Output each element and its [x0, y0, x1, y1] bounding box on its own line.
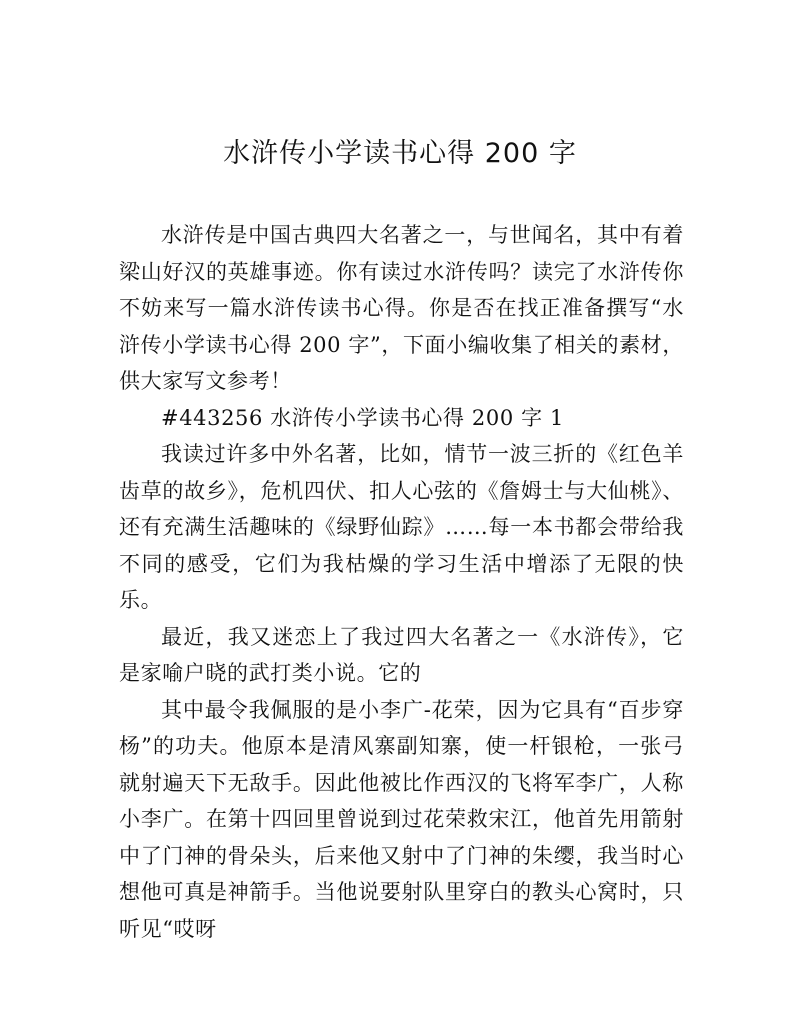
- section-heading: #443256 水浒传小学读书心得 200 字 1: [161, 405, 564, 430]
- document-title: 水浒传小学读书心得 200 字: [223, 138, 577, 169]
- intro-paragraph: 水浒传是中国古典四大名著之一，与世闻名，其中有着梁山好汉的英雄事迹。你有读过水浒传吗？读完了水浒传你不妨来写一篇水浒传读书心得。你是否在找正准备撰写“水浒传小学读书心得 200 字”，下面小编收集了相关的素材，供大家写文参考！: [119, 223, 684, 393]
- body-paragraph-1: 我读过许多中外名著，比如，情节一波三折的《红色羊齿草的故乡》，危机四伏、扣人心弦的《詹姆士与大仙桃》、还有充满生活趣味的《绿野仙踪》……每一本书都会带给我不同的感受，它们为我枯燥的学习生活中增添了无限的快乐。: [119, 442, 684, 612]
- body-paragraph-2: 最近，我又迷恋上了我过四大名著之一《水浒传》，它是家喻户晓的武打类小说。它的: [119, 624, 684, 685]
- body-paragraph-3: 其中最令我佩服的是小李广-花荣，因为它具有“百步穿杨”的功夫。他原本是清风寨副知寨，使一杆银枪，一张弓就射遍天下无敌手。因此他被比作西汉的飞将军李广，人称小李广。在第十四回里曾说到过花荣救宋江，他首先用箭射中了门神的骨朵头，后来他又射中了门神的朱缨，我当时心想他可真是神箭手。当他说要射队里穿白的教头心窝时，只听见“哎呀: [119, 697, 684, 941]
- document-body: [119, 217, 684, 947]
